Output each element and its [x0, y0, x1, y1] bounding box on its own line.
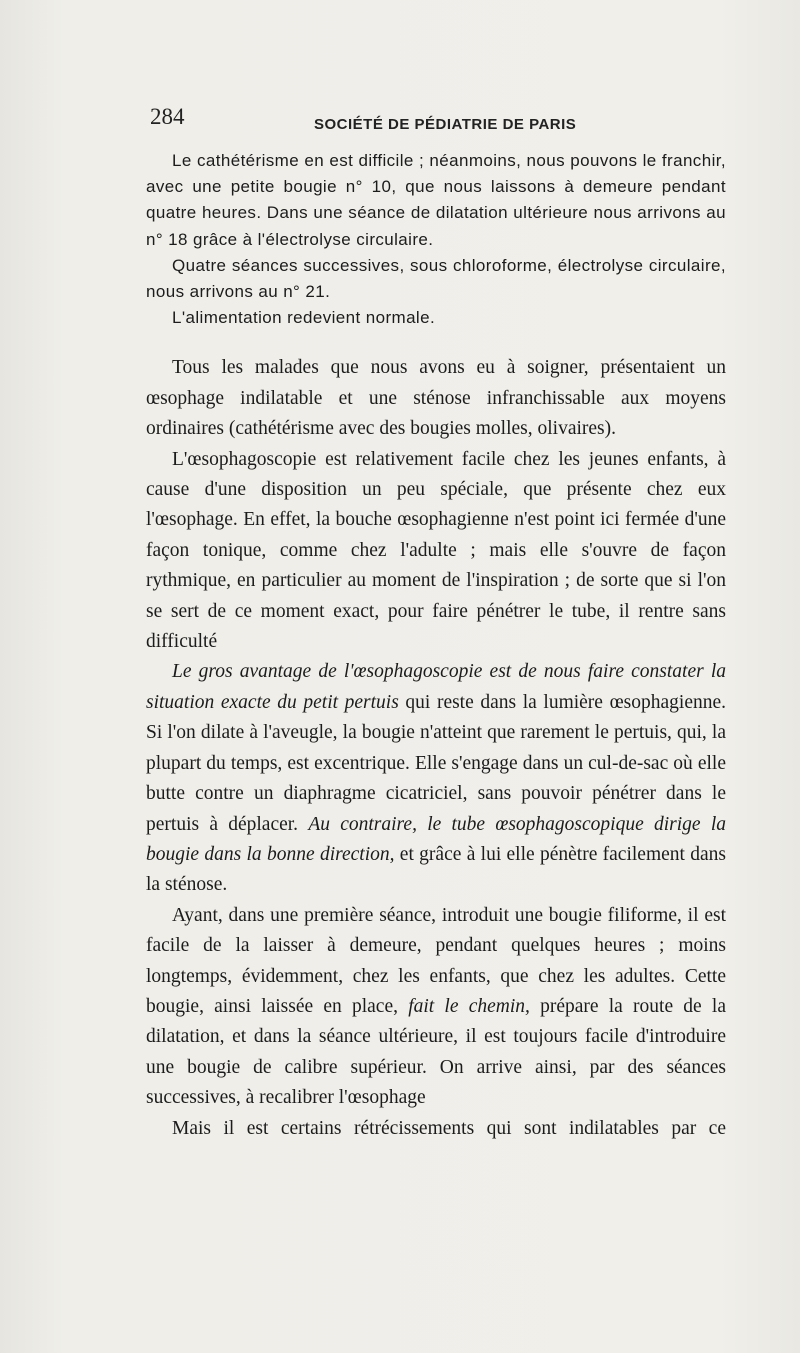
page-number: 284 [150, 104, 185, 129]
paragraph [146, 657, 726, 900]
paragraph: Quatre séances successives, sous chloroforme, électrolyse circulaire, nous arrivons au n° 21. [146, 255, 726, 302]
text-run: et grâce à lui elle pénètre facilement dans la sténose. [146, 843, 726, 896]
discussion-section [146, 353, 726, 1144]
page-header [150, 104, 740, 140]
paragraph: L'œsophagoscopie est relativement facile chez les jeunes enfants, à cause d'une disposition un peu spéciale, que présente chez eux l'œsophage. En effet, la bouche œsophagienne n'est point ici fermée d'une façon tonique, comme chez l'adulte ; mais elle s'ouvre de façon rythmique, en particulier au moment de l'inspiration ; de sorte que si l'on se sert de ce moment exact, pour faire pénétrer le tube, il rentre sans difficulté [146, 448, 726, 653]
paragraph: Le cathétérisme en est difficile ; néanmoins, nous pouvons le franchir, avec une petite bougie n° 10, que nous laissons à demeure pendant quatre heures. Dans une séance de dilatation ultérieure nous arrivons au n° 18 grâce à l'électrolyse circulaire. [146, 151, 726, 249]
paragraph [146, 901, 726, 1114]
italic-phrase: Au contraire, le tube œsophagoscopique dirige la bougie dans la bonne direction, [146, 813, 726, 865]
body-text [146, 148, 726, 1144]
paragraph: L'alimentation redevient normale. [172, 308, 436, 328]
case-report-section [146, 148, 726, 331]
text-run: prépare la route de la dilatation, et dans la séance ultérieure, il est toujours facile d'introduire une bougie de calibre supérieur. On arrive ainsi, par des séances successives, à recalibrer l'œsophage [146, 995, 726, 1109]
italic-phrase: fait le chemin, [408, 995, 530, 1017]
running-head: SOCIÉTÉ DE PÉDIATRIE DE PARIS [314, 116, 577, 133]
text-run: qui reste dans la lumière œsophagienne. Si l'on dilate à l'aveugle, la bougie n'atteint que rarement le pertuis, qui, la plupart du temps, est excentrique. Elle s'engage dans un cul-de-sac où elle butte contre un diaphragme cicatriciel, sans pouvoir pénétrer dans le pertuis à déplacer. [146, 691, 726, 835]
paragraph: Tous les malades que nous avons eu à soigner, présentaient un œsophage indilatable et une sténose infranchissable aux moyens ordinaires (cathétérisme avec des bougies molles, olivaires). [146, 357, 726, 440]
text-run: Ayant, dans une première séance, introduit une bougie filiforme, il est facile de la laisser à demeure, pendant quelques heures ; moins longtemps, évidemment, chez les enfants, que chez les adultes. Cette bougie, ainsi laissée en place, [146, 904, 726, 1017]
italic-phrase: Le gros avantage de l'œsophagoscopie est de nous faire constater la situation exacte du petit pertuis [146, 661, 726, 713]
paragraph: Mais il est certains rétrécissements qui sont indilatables par ce [172, 1117, 726, 1139]
